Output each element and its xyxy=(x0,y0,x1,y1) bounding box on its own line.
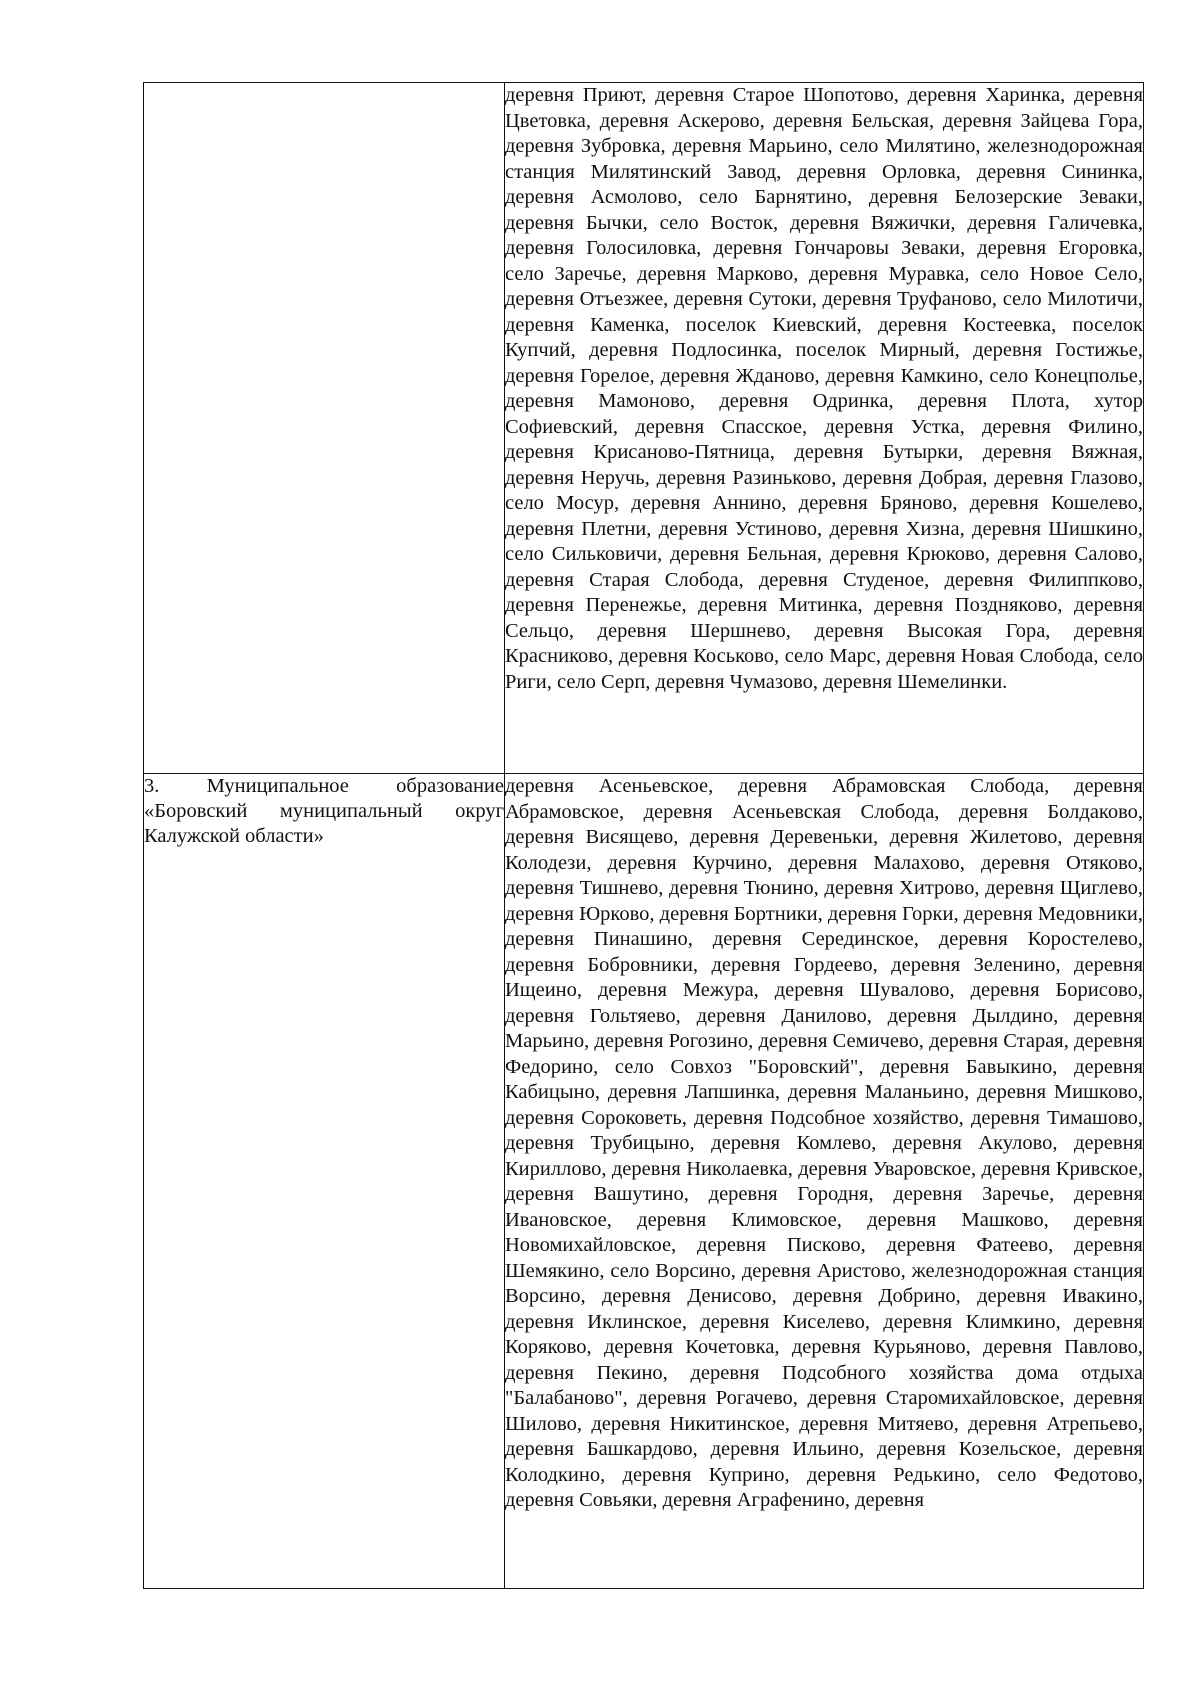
table-row xyxy=(144,83,1144,774)
settlements-list-cell: деревня Асеньевское, деревня Абрамовская Слобода, деревня Абрамовское, деревня Асеньевская Слобода, деревня Болдаково, деревня Висящево, деревня Деревеньки, деревня Жилетово, деревня Колодези, деревня Курчино, деревня Малахово, деревня Отяково, деревня Тишнево, деревня Тюнино, деревня Хитрово, деревня Щиглево, деревня Юрково, деревня Бортники, деревня Горки, деревня Медовники, деревня Пинашино, деревня Серединское, деревня Коростелево, деревня Бобровники, деревня Гордеево, деревня Зеленино, деревня Ищеино, деревня Межура, деревня Шувалово, деревня Борисово, деревня Гольтяево, деревня Данилово, деревня Дылдино, деревня Марьино, деревня Рогозино, деревня Семичево, деревня Старая, деревня Федорино, село Совхоз "Боровский", деревня Бавыкино, деревня Кабицыно, деревня Лапшинка, деревня Маланьино, деревня Мишково, деревня Сороковеть, деревня Подсобное хозяйство, деревня Тимашово, деревня Трубицыно, деревня Комлево, деревня Акулово, деревня Кириллово, деревня Николаевка, деревня Уваровское, деревня Кривское, деревня Вашутино, деревня Городня, деревня Заречье, деревня Ивановское, деревня Климовское, деревня Машково, деревня Новомихайловское, деревня Писково, деревня Фатеево, деревня Шемякино, село Ворсино, деревня Аристово, железнодорожная станция Ворсино, деревня Денисово, деревня Добрино, деревня Ивакино, деревня Иклинское, деревня Киселево, деревня Климкино, деревня Коряково, деревня Кочетовка, деревня Курьяново, деревня Павлово, деревня Пекино, деревня Подсобного хозяйства дома отдыха "Балабаново", деревня Рогачево, деревня Старомихайловское, деревня Шилово, деревня Никитинское, деревня Митяево, деревня Атрепьево, деревня Башкардово, деревня Ильино, деревня Козельское, деревня Колодкино, деревня Куприно, деревня Редькино, село Федотово, деревня Совьяки, деревня Аграфенино, деревня xyxy=(505,774,1144,1589)
municipality-name-cell: 3. Муниципальное образование «Боровский муниципальный округ Калужской области» xyxy=(144,774,505,1589)
settlements-table xyxy=(143,82,1144,1589)
table-row xyxy=(144,774,1144,1589)
settlements-list-cell: деревня Приют, деревня Старое Шопотово, деревня Харинка, деревня Цветовка, деревня Аскерово, деревня Бельская, деревня Зайцева Гора, деревня Зубровка, деревня Марьино, село Милятино, железнодорожная станция Милятинский Завод, деревня Орловка, деревня Сининка, деревня Асмолово, село Барнятино, деревня Белозерские Зеваки, деревня Бычки, село Восток, деревня Вяжички, деревня Галичевка, деревня Голосиловка, деревня Гончаровы Зеваки, деревня Егоровка, село Заречье, деревня Марково, деревня Муравка, село Новое Село, деревня Отъезжее, деревня Сутоки, деревня Труфаново, село Милотичи, деревня Каменка, поселок Киевский, деревня Костеевка, поселок Купчий, деревня Подлосинка, поселок Мирный, деревня Гостижье, деревня Горелое, деревня Жданово, деревня Камкино, село Конецполье, деревня Мамоново, деревня Одринка, деревня Плота, хутор Софиевский, деревня Спасское, деревня Устка, деревня Филино, деревня Крисаново-Пятница, деревня Бутырки, деревня Вяжная, деревня Неручь, деревня Разиньково, деревня Добрая, деревня Глазово, село Мосур, деревня Аннино, деревня Бряново, деревня Кошелево, деревня Плетни, деревня Устиново, деревня Хизна, деревня Шишкино, село Сильковичи, деревня Бельная, деревня Крюково, деревня Салово, деревня Старая Слобода, деревня Студеное, деревня Филиппково, деревня Перенежье, деревня Митинка, деревня Поздняково, деревня Сельцо, деревня Шершнево, деревня Высокая Гора, деревня Красниково, деревня Коськово, село Марс, деревня Новая Слобода, село Риги, село Серп, деревня Чумазово, деревня Шемелинки. xyxy=(505,83,1144,774)
municipality-name-cell xyxy=(144,83,505,774)
